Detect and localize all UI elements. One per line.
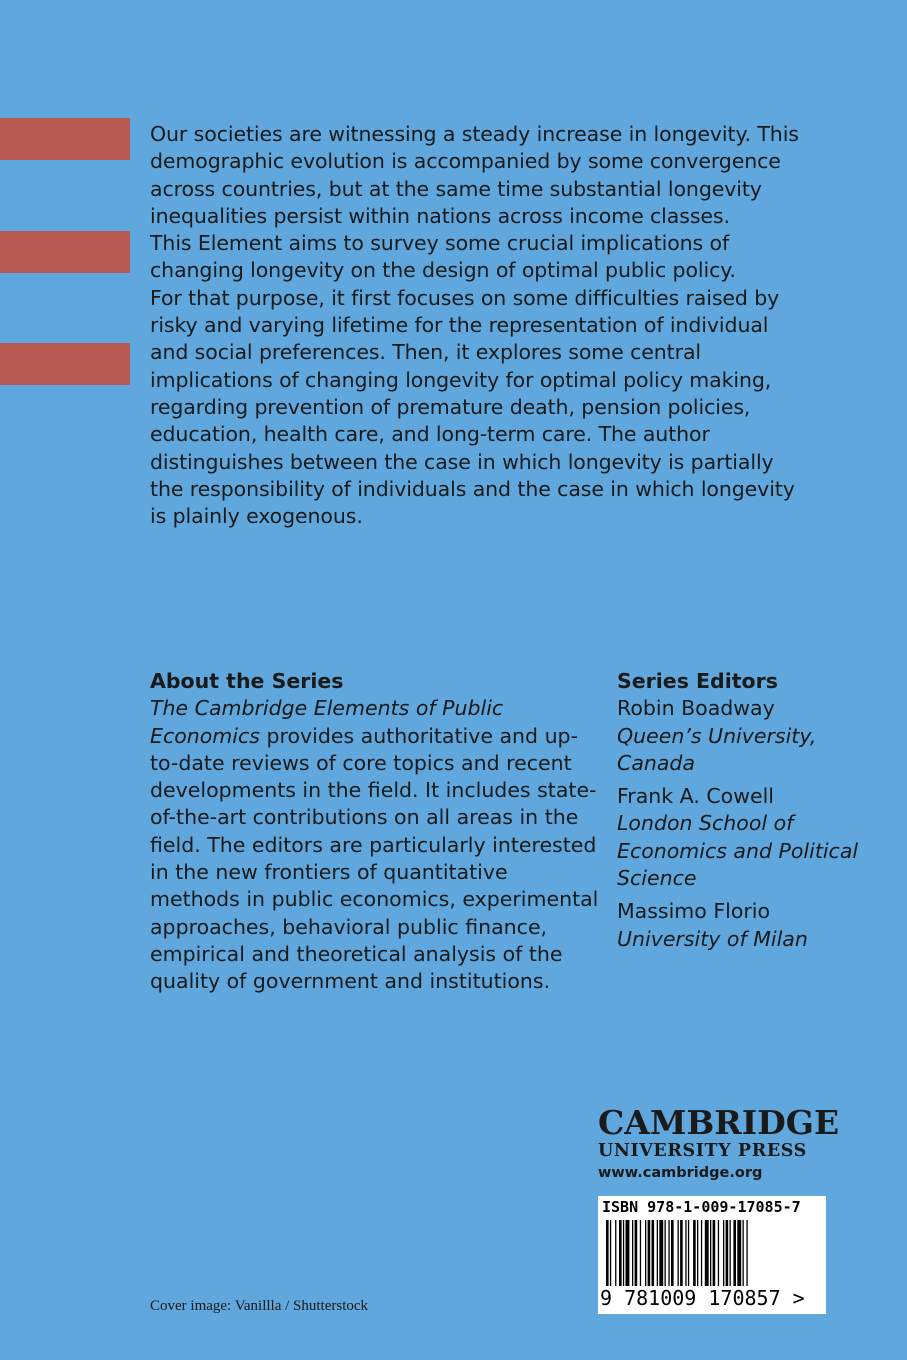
isbn-digits: 9 781009 170857 >	[600, 1286, 805, 1310]
editor-affiliation: Queen’s University, Canada	[617, 723, 817, 775]
book-blurb	[150, 121, 850, 530]
blurb-line: demographic evolution is accompanied by some convergence	[150, 149, 781, 174]
editor-affiliation: University of Milan	[617, 926, 808, 951]
blurb-line: changing longevity on the design of optimal public policy.	[150, 258, 736, 283]
series-editors-section	[617, 668, 887, 959]
isbn-label: ISBN 978-1-009-17085-7	[602, 1198, 801, 1216]
blurb-line: inequalities persist within nations across income classes.	[150, 203, 730, 228]
blurb-line: and social preferences. Then, it explores some central	[150, 340, 702, 365]
blurb-line: distinguishes between the case in which longevity is partially	[150, 449, 774, 474]
blurb-line: the responsibility of individuals and the case in which longevity	[150, 476, 795, 501]
accent-bar-top	[0, 118, 130, 160]
about-series-heading: About the Series	[150, 669, 344, 693]
barcode-icon	[604, 1220, 820, 1288]
publisher-subname: UNIVERSITY PRESS	[598, 1141, 807, 1161]
editor-entry	[617, 783, 887, 892]
blurb-line: Our societies are witnessing a steady increase in longevity. This	[150, 122, 799, 146]
accent-bar-middle	[0, 231, 130, 273]
cover-credit: Cover image: Vanillla / Shutterstock	[150, 1298, 369, 1314]
publisher-name: CAMBRIDGE	[598, 1103, 840, 1142]
about-series-section	[150, 668, 600, 996]
about-series-text	[150, 695, 600, 995]
editor-name: Frank A. Cowell	[617, 784, 774, 809]
blurb-line: implications of changing longevity for optimal policy making,	[150, 367, 772, 392]
blurb-line: For that purpose, it first focuses on some difficulties raised by	[150, 285, 780, 310]
accent-bar-bottom	[0, 343, 130, 385]
blurb-line: This Element aims to survey some crucial implications of	[150, 231, 730, 256]
editor-affiliation: London School of Economics and Political Science	[617, 811, 859, 891]
blurb-line: is plainly exogenous.	[150, 504, 363, 529]
publisher-logo	[598, 1103, 840, 1184]
publisher-url: www.cambridge.org	[598, 1165, 763, 1181]
editor-entry	[617, 898, 887, 953]
blurb-line: regarding prevention of premature death, pension policies,	[150, 394, 751, 419]
blurb-line: risky and varying lifetime for the representation of individual	[150, 313, 769, 338]
editor-name: Massimo Florio	[617, 899, 771, 924]
blurb-line: across countries, but at the same time substantial longevity	[150, 176, 762, 201]
series-editors-heading: Series Editors	[617, 669, 778, 693]
series-description: provides authoritative and up-to-date reviews of core topics and recent developments in the field. It includes state-of-the-art contributions on all areas in the field. The editors are particularly interested in the new frontiers of quantitative methods in public economics, experimental approaches, behavioral public finance, empirical and theoretical analysis of the quality of government and institutions.	[150, 723, 599, 994]
series-title: The Cambridge Elements of Public Economics	[150, 696, 504, 748]
isbn-barcode	[598, 1196, 826, 1314]
editor-entry	[617, 695, 887, 777]
editor-name: Robin Boadway	[617, 696, 775, 721]
blurb-line: education, health care, and long-term care. The author	[150, 422, 710, 447]
